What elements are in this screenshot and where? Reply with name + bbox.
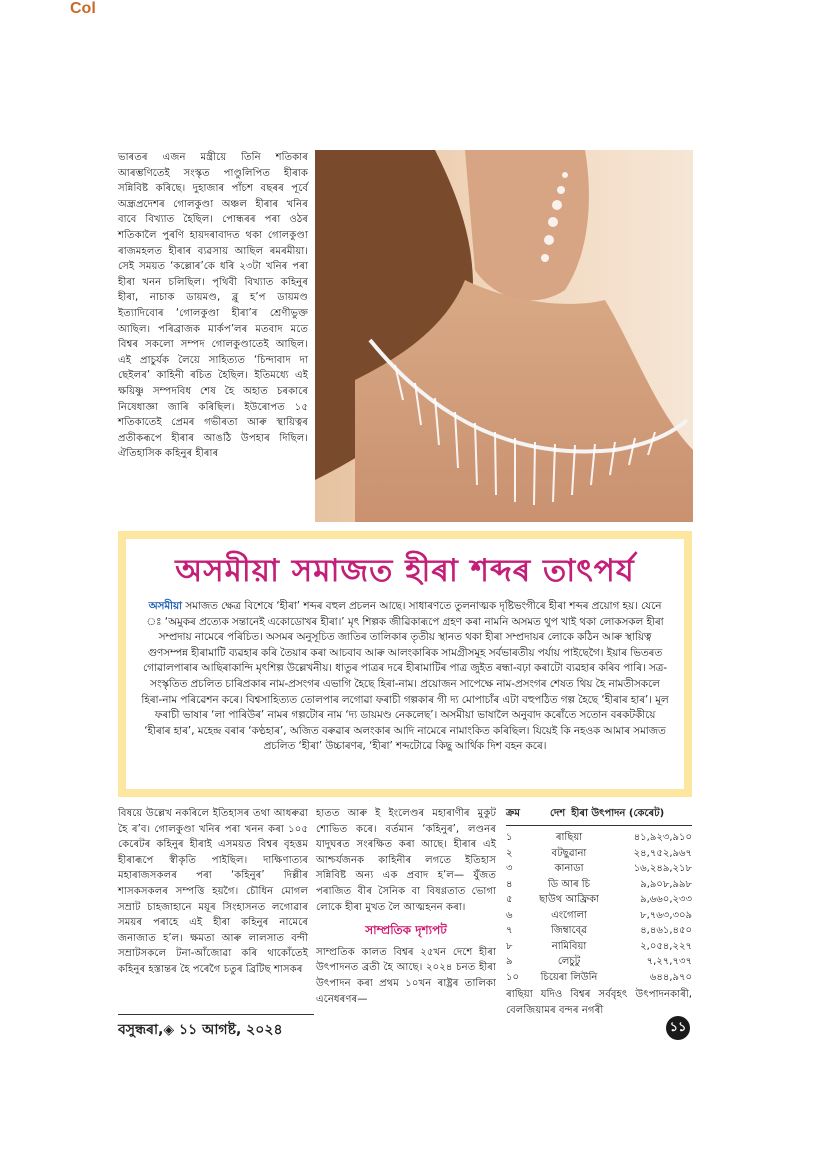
table-cell-value: ২,০৫৪,২২৭	[640, 940, 692, 952]
table-header-rank: ক্ৰম	[506, 808, 520, 819]
table-cell-rank: ১০	[506, 971, 519, 983]
table-cell-value: ৯,৯০৮,৯৯৮	[640, 878, 692, 890]
column-3-text: হাতত আৰু ই ইংলেণ্ডৰ মহাৰাণীৰ মুকুট শোভিত কৰে। বৰ্তমান ‘কহিনুৰ’, লণ্ডনৰ যাদুঘৰত সংৰক্ষিত কৰা আছে। হীৰাৰ এই আশ্চৰ্যজনক কাহিনীৰ লগতে ইতিহাস সন্নিবিষ্ট অন্য এক প্ৰবাদ হ’ল— যুঁজত পৰাজিত বীৰ সৈনিক বা বিষণ্ণতাত ভোগা লোকে হীৰা মুখত লৈ আত্মহনন কৰা।	[316, 808, 496, 913]
table-cell-rank: ৪	[506, 878, 513, 890]
table-row	[506, 970, 692, 986]
table-cell-rank: ১	[506, 832, 513, 843]
table-tail-text: ৰাছিয়া যদিও বিশ্বৰ সৰ্ববৃহৎ উৎপাদনকাৰী, বেলজিয়ামৰ বন্দৰ নগৰী	[506, 989, 692, 1016]
feature-lead-word: অসমীয়া	[148, 600, 183, 612]
feature-title: অসমীয়া সমাজত হীৰা শব্দৰ তাৎপৰ্য	[175, 553, 635, 589]
table-cell-value: ৪,৪৬১,৪৫০	[640, 925, 692, 936]
table-header-country: দেশ	[550, 808, 566, 819]
table-cell-rank: ৮	[506, 940, 513, 952]
feature-box	[118, 531, 692, 797]
table-cell-rank: ৭	[506, 925, 513, 936]
article-column-1: ভাৰতৰ এজন মন্ত্ৰীয়ে তিনি শতিকাৰ আৰম্ভণিতেই সংস্কৃত পাণ্ডুলিপিত হীৰাক সন্নিবিষ্ট কৰিছে। দুহাজাৰ পাঁচশ বছৰৰ পূৰ্বে অন্ধ্ৰপ্ৰদেশৰ গোলকুণ্ডা অঞ্চল হীৰাৰ খনিৰ বাবে বিখ্যাত হৈছিল। পোন্ধৰৰ পৰা ওঠৰ শতিকালৈ পুৰণি হায়দৰাবাদত থকা গোলকুণ্ডা ৰাজমহলত হীৰাৰ ব্যৱসায় আছিল ৰমৰমীয়া। সেই সময়ত ‘কল্লোৰ’কে ধৰি ২৩টা খনিৰ পৰা হীৰা খনন চলিছিল। পৃথিবী বিখ্যাত কহিনুৰ হীৰা, নাচাক ডায়মণ্ড, ব্লু হ’প ডায়মণ্ড ইত্যাদিবোৰ ‘গোলকুণ্ডা হীৰা’ৰ শ্ৰেণীভুক্ত আছিল। পৰিব্ৰাজক মাৰ্কপ’লৰ মতবাদ মতে বিশ্বৰ সকলো সম্পদ গোলকুণ্ডাতেই আছিল। এই প্ৰাচুৰ্যক লৈয়ে সাহিত্যত ‘চিন্দাবাদ দা ছেইলৰ’ কাহিনী ৰচিত হৈছিল। ইতিমধ্যে এই ক্ষয়িষ্ণু সম্পদবিধ শেষ হৈ অহাত চৰকাৰে নিষেধাজ্ঞা জাৰি কৰিছিল। ইউৰোপত ১৫ শতিকাতেই প্ৰেমৰ গভীৰতা আৰু স্থায়িত্বৰ প্ৰতীকৰূপে হীৰাৰ আঙঠি উপহাৰ দিছিল। ঐতিহাসিক কহিনুৰ হীৰাৰ	[118, 152, 308, 460]
table-row	[506, 877, 692, 893]
table-row	[506, 954, 692, 970]
article-column-2: বিষয়ে উল্লেখ নকৰিলে ইতিহাসৰ তথা আধৰুৱা হৈ ৰ’ব। গোলকুণ্ডা খনিৰ পৰা খনন কৰা ১০৫ কেৰেটৰ কহিনুৰ হীৰাই এসময়ত বিশ্বৰ বৃহত্তম হীৰাৰূপে স্বীকৃতি পাইছিল। দাক্ষিণাত্যৰ মহাৰাজসকলৰ পৰা ‘কহিনুৰ’ দিল্লীৰ শাসকসকলৰ সম্পত্তি হয়গৈ। চৌধিন মোগল সম্ৰাট চাহজাহানে ময়ূৰ সিংহাসনত লগোৱাৰ সময়ৰ পৰাহে এই হীৰা কহিনুৰ নামেৰে জনাজাত হ’ল। ক্ষমতা আৰু লালসাত বন্দী সম্ৰাটসকলে টনা-আঁজোৱা কৰি থাকোঁতেই কহিনুৰ হস্তান্তৰ হৈ পৰেগৈ চতুৰ ব্ৰিটিছ শাসকৰ	[118, 808, 308, 975]
table-cell-rank: ৩	[506, 863, 513, 874]
masthead-footer: বসুন্ধৰা,◈ ১১ আগষ্ট, ২০২৪	[118, 1022, 283, 1038]
table-cell-rank: ৬	[506, 909, 513, 921]
feature-body	[140, 599, 670, 755]
table-cell-value: ৬৪৪,৯৭০	[649, 971, 692, 983]
table-body	[506, 830, 692, 985]
table-row	[506, 923, 692, 939]
table-cell-country: এংগোলা	[551, 909, 587, 921]
table-cell-rank: ২	[506, 847, 513, 859]
table-row	[506, 939, 692, 955]
table-cell-rank: ৯	[506, 956, 513, 967]
column-3-text-2: সাম্প্ৰতিক কালত বিশ্বৰ ২৫খন দেশে হীৰা উৎপাদনত ব্ৰতী হৈ আছে। ২০২৪ চনত হীৰা উৎপাদন কৰা প্ৰথম ১০খন ৰাষ্ট্ৰৰ তালিকা এনেধৰণৰ—	[316, 946, 496, 1005]
table-cell-country: কানাডা	[554, 863, 584, 874]
table-cell-country: নামিবিয়া	[551, 940, 587, 952]
table-row	[506, 861, 692, 877]
table-cell-rank: ৫	[506, 894, 513, 905]
table-cell-value: ৮,৭৬৩,৩০৯	[640, 909, 692, 921]
table-cell-country: ছাউথ আফ্ৰিকা	[539, 894, 599, 905]
necklace-photo-illustration	[315, 150, 693, 522]
column-tag: Col	[70, 0, 96, 17]
feature-body-text: সমাজত ক্ষেত্ৰ বিশেষে ‘হীৰা’ শব্দৰ বহুল প্ৰচলন আছে। সাধাৰণতে তুলনাত্মক দৃষ্টিভংগীৰে হীৰা শব্দৰ প্ৰয়োগ হয়। যেনে ঃ ‘অমুকৰ প্ৰত্যেক সন্তানেই একোডোখৰ হীৰা।’ মৃৎ শিল্পক জীৱিকাৰূপে গ্ৰহণ কৰা নামনি অসমত থুপ খাই থকা লোকসকল হীৰা সম্প্ৰদায় নামেৰে পৰিচিত। অসমৰ অনুসূচিত জাতিৰ তালিকাৰ তৃতীয় স্থানত থকা হীৰা সম্প্ৰদায়ৰ লোকে কঠিন আৰু স্থায়িত্ব গুণসম্পন্ন হীৰামাটি ব্যৱহাৰ কৰি তৈয়াৰ কৰা আচবাব আৰু আলংকাৰিক সামগ্ৰীসমূহ সৰ্বভাৰতীয় পৰ্যায় পাইছেগৈ। ইয়াৰ ভিতৰত গোৱালপাৰাৰ আছিৰাকান্দি মৃৎশিল্প উল্লেখনীয়। ধাতুৰ পাত্ৰৰ দৰে হীৰামাটিৰ পাত্ৰ জুইত ৰন্ধা-বঢ়া কৰাটো ব্যৱহাৰ কৰিব পাৰি। সত্ৰ-সংস্কৃতিত প্ৰচলিত চাৰিপ্ৰকাৰ নাম-প্ৰসংগৰ এভাগি হৈছে হিৰা-নাম। প্ৰয়োজন সাপেক্ষে নাম-প্ৰসংগৰ শেষত থিয় হৈ নামতীসকলে হিৰা-নাম পৰিৱেশন কৰে। বিশ্বসাহিত্যত তোলপাৰ লগোৱা ফৰাচী গল্পকাৰ গী দ্য মোপাচাঁৰ এটা বহুপঠিত গল্প হৈছে ‘হীৰাৰ হাৰ’। মূল ফৰাচী ভাষাৰ ‘লা পাৰিউৰ’ নামৰ গল্পটোৰ নাম ‘দ্য ডায়মণ্ড নেকলেছ’। অসমীয়া ভাষালৈ অনুবাদ কৰোঁতে সতোন বৰকটকীয়ে ‘হীৰাৰ হাৰ’, মহেন্দ্ৰ বৰাৰ ‘কণ্ঠহাৰ’, অজিত বৰুৱাৰ অলংকাৰ আদি নামেৰে নামাংকিত কৰিছিল। যিয়েই কি নহওক আমাৰ সমাজত প্ৰচলিত ‘হীৰা’ উচ্চাৰণৰ, ‘হীৰা’ শব্দটোৱে কিছু আৰ্থিক দিশ বহন কৰে।	[141, 600, 669, 753]
table-row	[506, 846, 692, 862]
table-cell-country: ৰাছিয়া	[555, 832, 583, 843]
table-cell-value: ১৬,২৪৯,২১৮	[633, 863, 692, 874]
diamond-production-table	[506, 806, 692, 1018]
table-row	[506, 830, 692, 846]
table-header	[506, 806, 692, 826]
table-cell-country: চিয়েৰা লিউনি	[540, 971, 598, 983]
page-number: ১১	[666, 1016, 690, 1040]
table-cell-country: লেচুটু	[557, 956, 581, 967]
feature-box-inner	[126, 539, 684, 789]
footer-rule	[118, 1014, 314, 1015]
table-cell-country: জিম্বাব্ৱে	[550, 925, 588, 936]
table-cell-value: ৯,৬৬০,২৩৩	[640, 894, 692, 905]
necklace-photo	[315, 150, 693, 522]
table-row	[506, 908, 692, 924]
table-cell-value: ৭,২৭,৭৩৭	[646, 956, 692, 967]
table-header-value: হীৰা উৎপাদন (কেৰেট)	[571, 808, 665, 819]
table-cell-country: বটছুৱানা	[551, 847, 587, 859]
table-row	[506, 892, 692, 908]
section-subhead: সাম্প্ৰতিক দৃশ্যপট	[365, 923, 447, 938]
table-cell-country: ডি আৰ চি	[547, 878, 591, 890]
table-cell-value: ২৪,৭৫২,৯৬৭	[633, 847, 692, 859]
article-column-3	[316, 806, 496, 1007]
table-cell-value: ৪১,৯২৩,৯১০	[633, 832, 692, 843]
